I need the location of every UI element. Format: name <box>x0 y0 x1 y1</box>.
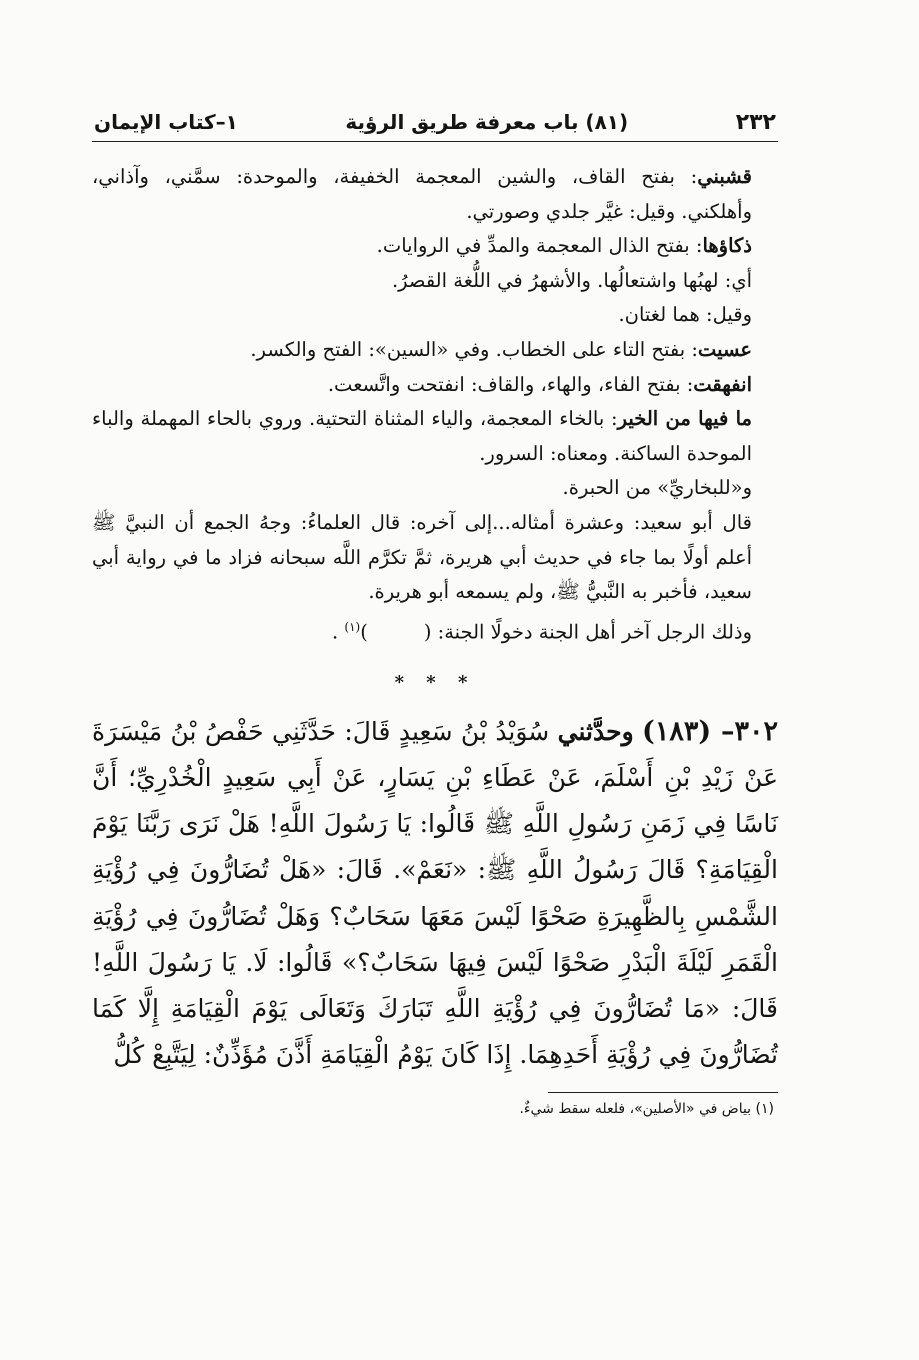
hadith-text: ٣٠٢– (١٨٣) وحدَّثني سُوَيْدُ بْنُ سَعِيدٍ قَالَ: حَدَّثَنِي حَفْصُ بْنُ مَيْسَرَةَ عَنْ زَيْدِ بْنِ أَسْلَمَ، عَنْ عَطَاءِ بْنِ يَسَارٍ، عَنْ أَبِي سَعِيدٍ الْخُدْرِيِّ؛ أَنَّ نَاسًا فِي زَمَنِ رَسُولِ اللَّهِ ﷺ قَالُوا: يَا رَسُولَ اللَّهِ! هَلْ نَرَى رَبَّنَا يَوْمَ الْقِيَامَةِ؟ قَالَ رَسُولُ اللَّهِ ﷺ: «نَعَمْ». قَالَ: «هَلْ تُضَارُّونَ فِي رُؤْيَةِ الشَّمْسِ بِالظَّهِيرَةِ صَحْوًا لَيْسَ مَعَهَا سَحَابٌ؟ وَهَلْ تُضَارُّونَ فِي رُؤْيَةِ الْقَمَرِ لَيْلَةَ الْبَدْرِ صَحْوًا لَيْسَ فِيهَا سَحَابٌ؟» قَالُوا: لَا. يَا رَسُولَ اللَّهِ! قَالَ: «مَا تُضَارُّونَ فِي رُؤْيَةِ اللَّهِ تَبَارَكَ وَتَعَالَى يَوْمَ الْقِيَامَةِ إِلَّا كَمَا تُضَارُّونَ فِي رُؤْيَةِ أَحَدِهِمَا. إِذَا كَانَ يَوْمُ الْقِيَامَةِ أَذَّنَ مُؤَذِّنٌ: لِيَتَّبِعْ كُلُّ <box>92 715 778 1070</box>
book-title: ١–كتاب الإيمان <box>94 110 238 134</box>
gloss-line: وقيل: هما لغتان. <box>618 303 752 327</box>
running-header <box>92 110 778 142</box>
page-number: ٢٣٢ <box>735 110 776 135</box>
footnote-marker: (١) <box>344 619 361 634</box>
gloss-line: أي: لهبُها واشتعالُها. والأشهرُ في اللُّغة القصرُ. <box>391 268 752 292</box>
footnote: (١) بياض في «الأصلين»، فلعله سقط شيءٌ. <box>519 1101 774 1118</box>
footnote-rule <box>548 1092 778 1093</box>
gloss-paragraph: قال أبو سعيد: وعشرة أمثاله...إلى آخره: قال العلماءُ: وجهُ الجمع أن النبيَّ ﷺ أعلم أولًا بما جاء في حديث أبي هريرة، ثمَّ تكرَّم اللَّه سبحانه فزاد ما في رواية أبي سعيد، فأخبر به النَّبيُّ ﷺ، ولم يسمعه أبو هريرة. <box>92 510 752 604</box>
gloss-line: ما فيها من الخير: بالخاء المعجمة، والياء المثناة التحتية. وروي بالحاء المهملة والباء الموحدة الساكنة. ومعناه: السرور. <box>92 407 752 465</box>
gloss-line: و«للبخاريِّ» من الحبرة. <box>562 476 752 500</box>
gloss-line: ذكاؤها: بفتح الذال المعجمة والمدِّ في الروايات. <box>376 234 752 258</box>
section-separator: * * * <box>394 671 476 693</box>
book-page <box>92 110 778 1117</box>
gloss-line: عسيت: بفتح التاء على الخطاب. وفي «السين»: الفتح والكسر. <box>250 337 752 361</box>
gloss-line: وذلك الرجل آخر أهل الجنة دخولًا الجنة: ()$^{(١)}$ . <box>331 619 752 644</box>
gloss-line: قشبني: بفتح القاف، والشين المعجمة الخفيفة، والموحدة: سمَّني، وآذاني، وأهلكني. وقيل: غيَّر جلدي وصورتي. <box>92 165 752 223</box>
hadith-number: ٣٠٢– (١٨٣) <box>642 715 778 747</box>
chapter-title: (٨١) باب معرفة طريق الرؤية <box>345 110 629 134</box>
commentary-block <box>92 160 778 650</box>
gloss-line: انفهقت: بفتح الفاء، والهاء، والقاف: انفتحت واتَّسعت. <box>327 372 752 396</box>
